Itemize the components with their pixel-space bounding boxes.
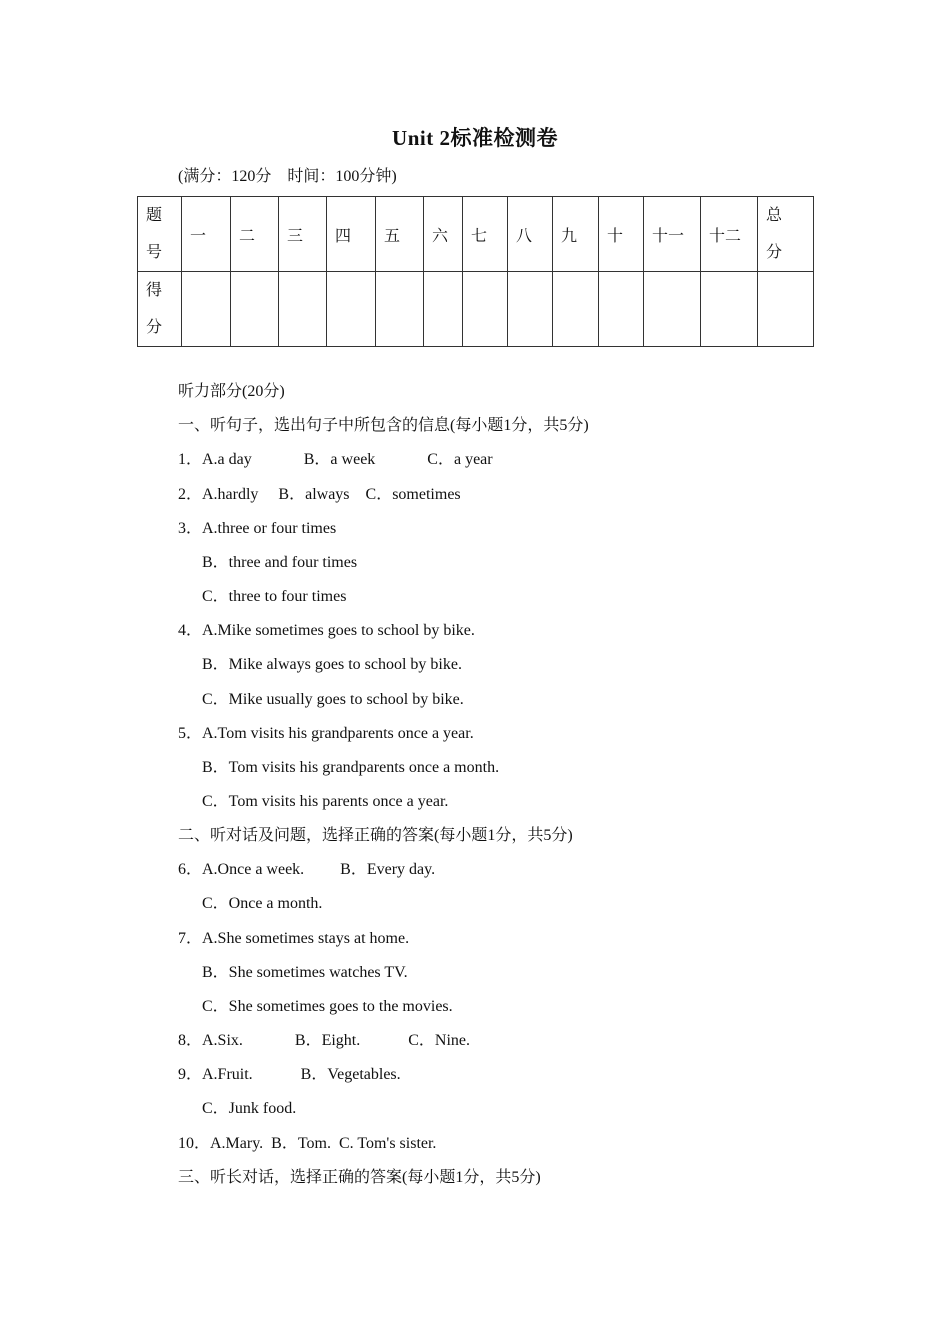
- score-cell[interactable]: [508, 272, 553, 347]
- total-label-char: 总: [766, 207, 783, 224]
- section-instruction: 一、听句子，选出句子中所包含的信息(每小题1分，共5分): [178, 417, 589, 434]
- question-line: 9．A.Fruit. B．Vegetables.: [178, 1066, 401, 1083]
- score-cell[interactable]: [231, 272, 279, 347]
- option-line: B．Tom visits his grandparents once a month.: [202, 759, 500, 776]
- question-line: 10．A.Mary. B．Tom. C. Tom's sister.: [178, 1135, 437, 1152]
- header-cell: 十: [599, 197, 644, 272]
- score-time-info: (满分：120分 时间：100分钟): [178, 168, 397, 185]
- header-cell: 一: [182, 197, 231, 272]
- score-cell[interactable]: [327, 272, 376, 347]
- row-label-cell: [138, 197, 182, 272]
- option-line: C．She sometimes goes to the movies.: [202, 998, 453, 1015]
- header-cell: 十二: [701, 197, 758, 272]
- question-line: 5．A.Tom visits his grandparents once a year.: [178, 725, 474, 742]
- score-table: [137, 196, 814, 347]
- score-cell[interactable]: [599, 272, 644, 347]
- score-cell[interactable]: [553, 272, 599, 347]
- question-line: 7．A.She sometimes stays at home.: [178, 930, 410, 947]
- page-title: Unit 2标准检测卷: [392, 126, 558, 150]
- total-label-char: 分: [766, 244, 783, 261]
- table-row: [138, 272, 814, 347]
- header-cell: 七: [463, 197, 508, 272]
- header-cell: 十一: [644, 197, 701, 272]
- section-instruction: 二、听对话及问题，选择正确的答案(每小题1分，共5分): [178, 827, 573, 844]
- total-score-cell[interactable]: [758, 272, 814, 347]
- option-line: C．Once a month.: [202, 895, 323, 912]
- question-line: 2．A.hardly B．always C．sometimes: [178, 486, 461, 503]
- row-label-char: 题: [146, 207, 163, 224]
- option-line: C．Tom visits his parents once a year.: [202, 793, 449, 810]
- question-line: 3．A.three or four times: [178, 520, 337, 537]
- question-line: 6．A.Once a week. B．Every day.: [178, 861, 436, 878]
- score-cell[interactable]: [701, 272, 758, 347]
- option-line: B．She sometimes watches TV.: [202, 964, 408, 981]
- score-cell[interactable]: [424, 272, 463, 347]
- header-cell: 三: [279, 197, 327, 272]
- option-line: B．Mike always goes to school by bike.: [202, 656, 462, 673]
- score-cell[interactable]: [182, 272, 231, 347]
- option-line: C．Mike usually goes to school by bike.: [202, 691, 464, 708]
- score-cell[interactable]: [463, 272, 508, 347]
- header-cell: 五: [376, 197, 424, 272]
- question-line: 4．A.Mike sometimes goes to school by bike.: [178, 622, 475, 639]
- option-line: C．Junk food.: [202, 1100, 297, 1117]
- row-label-cell: [138, 272, 182, 347]
- row-label-char: 分: [146, 319, 163, 336]
- header-cell: 二: [231, 197, 279, 272]
- row-label-char: 号: [146, 244, 163, 261]
- header-cell: 四: [327, 197, 376, 272]
- option-line: B．three and four times: [202, 554, 358, 571]
- section-heading: 听力部分(20分): [178, 383, 285, 400]
- header-cell: 六: [424, 197, 463, 272]
- score-cell[interactable]: [376, 272, 424, 347]
- question-line: 1．A.a day B．a week C．a year: [178, 451, 493, 468]
- score-cell[interactable]: [279, 272, 327, 347]
- header-cell: 九: [553, 197, 599, 272]
- total-label-cell: [758, 197, 814, 272]
- row-label-char: 得: [146, 282, 163, 299]
- header-cell: 八: [508, 197, 553, 272]
- score-cell[interactable]: [644, 272, 701, 347]
- table-row: [138, 197, 814, 272]
- option-line: C．three to four times: [202, 588, 347, 605]
- section-instruction: 三、听长对话，选择正确的答案(每小题1分，共5分): [178, 1169, 541, 1186]
- question-line: 8．A.Six. B．Eight. C．Nine.: [178, 1032, 471, 1049]
